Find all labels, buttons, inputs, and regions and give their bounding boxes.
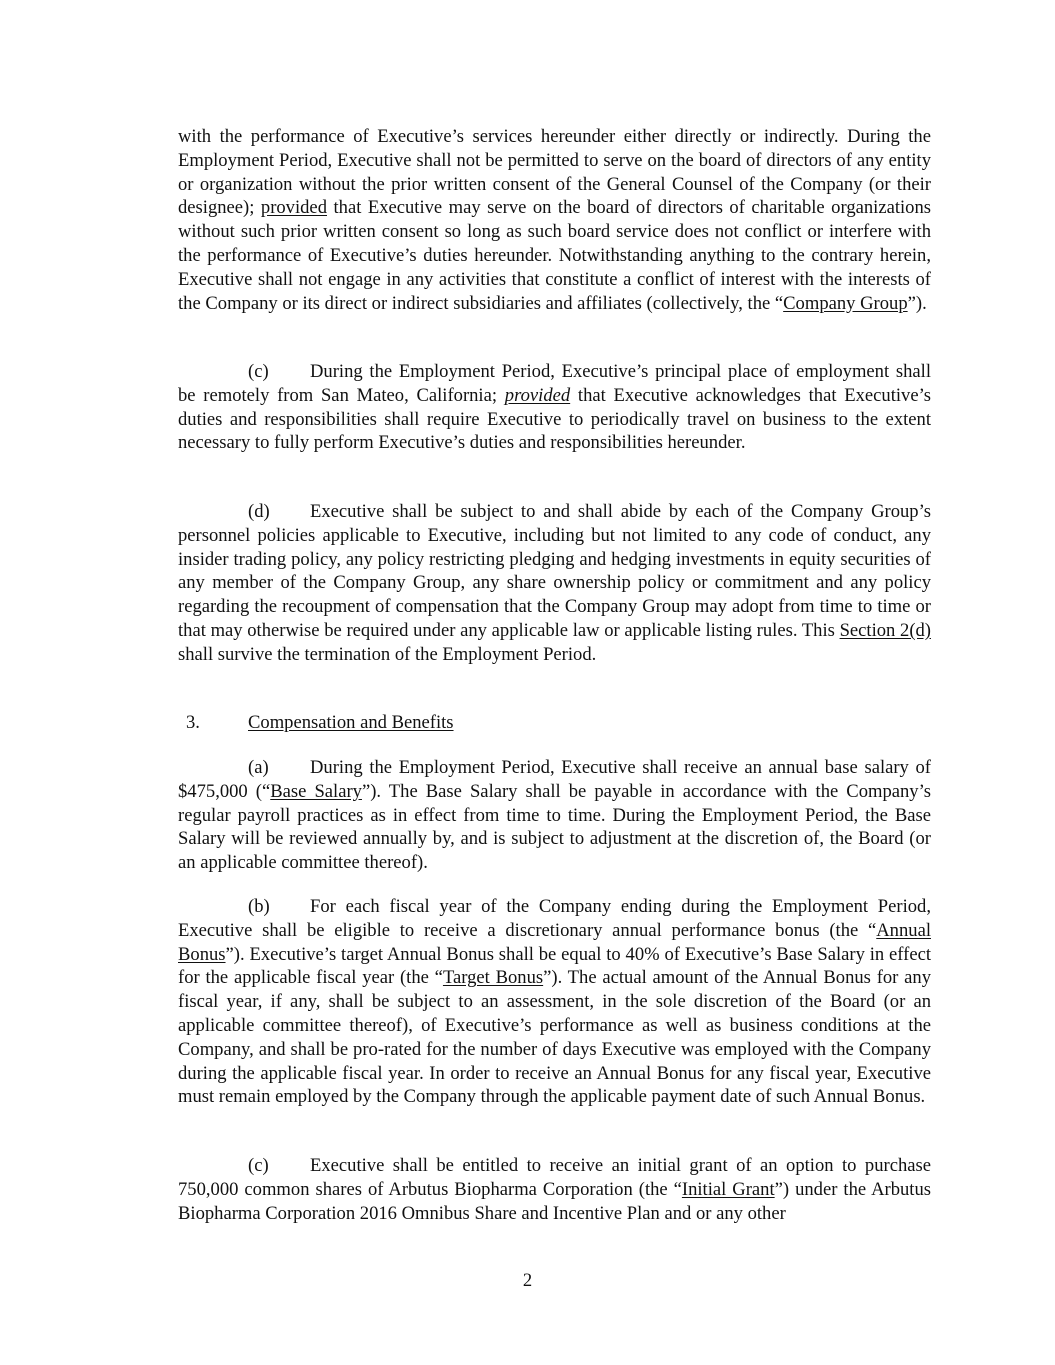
text-run: that Executive may serve on the board of directors of charitable organizations without such prior written consent so long as such board service does not conflict or interfere with the performance of Executive’s duties hereunder. Notwithstanding anything to the contrary herein, Executive shall not engage in any activities that constitute a conflict of interest with the interests of the Company or its direct or indirect subsidiaries and affiliates (collectively, the “ xyxy=(178,197,931,314)
text-run: For each fiscal year of the Company ending during the Employment Period, Executive shall be eligible to receive a discretionary annual performance bonus (the “ xyxy=(178,896,931,941)
section-number: 3. xyxy=(186,712,200,733)
paragraph-2b-continuation xyxy=(178,125,931,315)
text-run: with the performance of Executive’s services hereunder either directly or indirectly. During the Employment Period, Executive shall not be permitted to serve on the board of directors of any entity or organization without the prior written consent of the General Counsel of the Company (or their designee); xyxy=(178,126,931,219)
text-run: ”). Executive’s target Annual Bonus shall be equal to 40% of Executive’s Base Salary in effect for the applicable fiscal year (the “ xyxy=(178,943,931,989)
defined-term-base-salary: Base Salary xyxy=(270,780,362,802)
defined-term-company-group: Company Group xyxy=(783,292,908,314)
text-run: During the Employment Period, Executive shall receive an annual base salary of $475,000 (“ xyxy=(178,757,931,802)
defined-term-provided-italic: provided xyxy=(504,384,571,406)
clause-label-3a: (a) xyxy=(248,757,269,778)
text-run: Executive shall be entitled to receive an initial grant of an option to purchase 750,000 common shares of Arbutus Biopharma Corporation (the “ xyxy=(178,1155,931,1200)
defined-term-provided: provided xyxy=(260,197,327,219)
defined-term-target-bonus: Target Bonus xyxy=(442,967,544,989)
text-run: Executive shall be subject to and shall abide by each of the Company Group’s personnel policies applicable to Executive, including but not limited to any code of conduct, any insider trading policy, any policy restricting pledging and hedging investments in equity securities of any member of the Company Group, any share ownership policy or commitment and any policy regarding the recoupment of compensation that the Company Group may adopt from time to time or that may otherwise be required under any applicable law or applicable listing rules. This xyxy=(178,501,931,641)
defined-term-annual-bonus: Annual Bonus xyxy=(178,919,931,965)
text-run: that Executive acknowledges that Executive’s duties and responsibilities shall require Executive to periodically travel on business to the extent necessary to fully perform Executive’s duties and responsibilities hereunder. xyxy=(178,384,931,454)
clause-label-3b: (b) xyxy=(248,896,270,917)
paragraph-3a xyxy=(178,756,931,875)
paragraph-3c xyxy=(178,1154,931,1225)
text-run: shall survive the termination of the Employment Period. xyxy=(178,643,597,665)
text-run: ”). The actual amount of the Annual Bonus for any fiscal year, if any, shall be subject to an assessment, in the sole discretion of the Board (or an applicable committee thereof), of Executive’s performance as well as business conditions at the Company, and shall be pro-rated for the number of days Executive was employed with the Company during the applicable fiscal year. In order to receive an Annual Bonus for any fiscal year, Executive must remain employed by the Company through the applicable payment date of such Annual Bonus. xyxy=(178,967,932,1108)
text-run: ”) under the Arbutus Biopharma Corporation 2016 Omnibus Share and Incentive Plan and or any other xyxy=(178,1178,931,1224)
paragraph-3b xyxy=(178,895,931,1109)
text-run: ”). xyxy=(907,292,927,314)
clause-label-3c: (c) xyxy=(248,1155,269,1176)
text-run: During the Employment Period, Executive’s principal place of employment shall be remotely from San Mateo, California; xyxy=(178,361,931,406)
page-number: 2 xyxy=(522,1270,533,1291)
paragraph-2c xyxy=(178,360,931,455)
section-heading-3 xyxy=(186,711,454,735)
clause-label-2c: (c) xyxy=(248,361,269,382)
clause-label-2d: (d) xyxy=(248,501,270,522)
section-title: Compensation and Benefits xyxy=(248,712,454,733)
defined-term-initial-grant: Initial Grant xyxy=(681,1178,775,1200)
cross-reference-section-2d: Section 2(d) xyxy=(839,619,931,641)
text-run: ”). The Base Salary shall be payable in accordance with the Company’s regular payroll practices as in effect from time to time. During the Employment Period, the Base Salary will be reviewed annually by, and is subject to adjustment at the discretion of, the Board (or an applicable committee thereof). xyxy=(178,780,932,874)
paragraph-2d xyxy=(178,500,931,667)
